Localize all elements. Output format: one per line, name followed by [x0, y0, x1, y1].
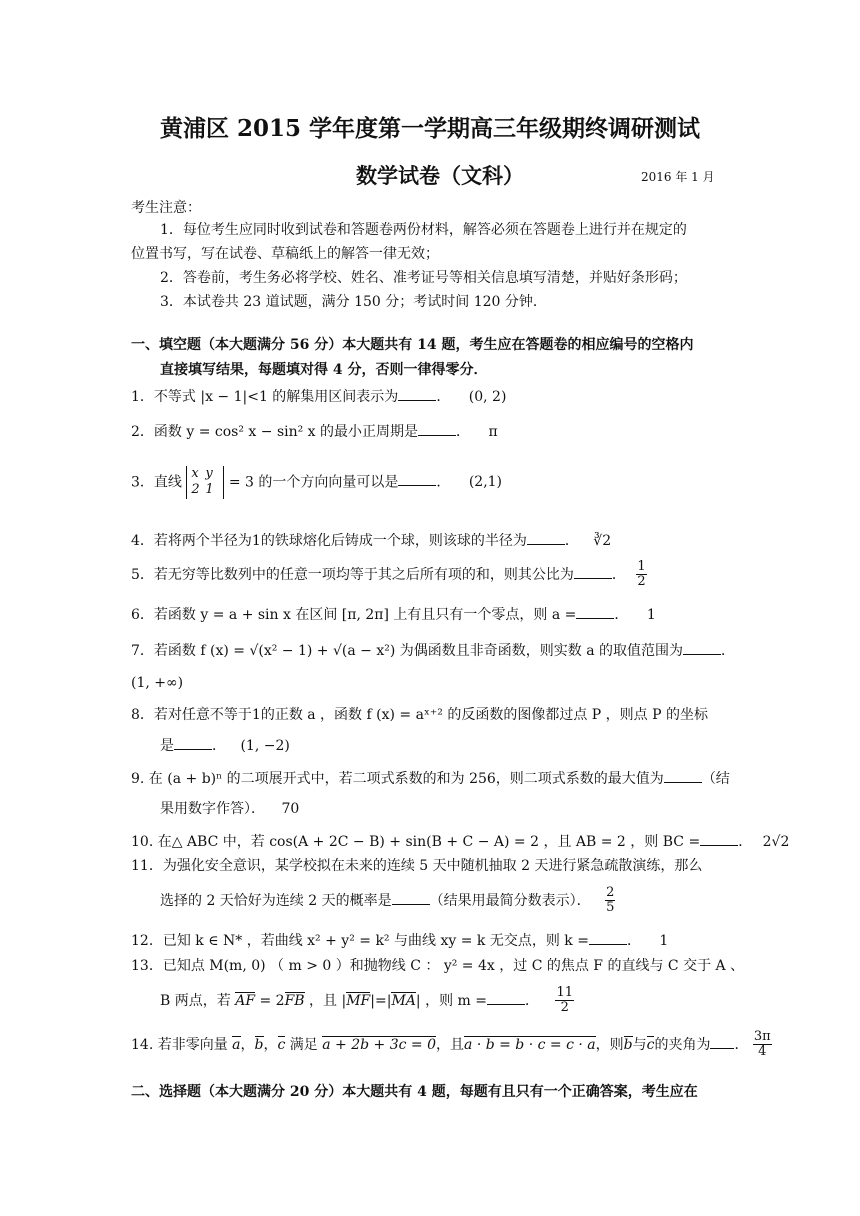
question-2-answer: π — [488, 424, 498, 440]
question-14-text-3: ，且 — [436, 1036, 465, 1053]
question-6 — [131, 606, 656, 625]
question-8-text-2: 是 — [160, 738, 174, 754]
fraction-denominator: 2 — [560, 1000, 569, 1016]
section2-heading: 二、选择题（本大题满分 20 分）本大题共有 4 题，每题有且只有一个正确答案，考生应在 — [131, 1084, 698, 1100]
vector-b: b — [623, 1036, 633, 1053]
question-11-answer — [605, 886, 615, 916]
question-3-text-2: = 3 的一个方向向量可以是 — [228, 474, 399, 491]
question-1-text: 1．不等式 |x − 1|<1 的解集用区间表示为 — [131, 389, 399, 405]
notice-heading: 考生注意： — [131, 200, 201, 216]
answer-blank — [576, 606, 614, 619]
answer-blank — [487, 992, 525, 1005]
question-14-answer — [753, 1030, 772, 1060]
answer-blank — [700, 833, 738, 846]
question-8-end: ． — [212, 738, 226, 754]
question-4-end: ． — [564, 533, 579, 549]
question-11: 11．为强化安全意识，某学校拟在未来的连续 5 天中随机抽取 2 天进行紧急疏散演练，那么 — [131, 858, 703, 874]
answer-blank — [527, 532, 565, 545]
question-8-cont — [160, 737, 290, 756]
det-entry: 1 — [205, 482, 214, 498]
question-8: 8．若对任意不等于1的正数 a ，函数 f (x) = aˣ⁺² 的反函数的图像都过点 P ，则点 P 的坐标 — [131, 707, 708, 723]
notice-item-1-cont: 位置书写，写在试卷、草稿纸上的解答一律无效； — [131, 246, 439, 262]
det-entry: y — [205, 466, 213, 481]
question-7-end: ． — [721, 643, 735, 659]
fraction-numerator: 11 — [556, 985, 573, 1000]
fraction-numerator: 1 — [637, 559, 646, 574]
section1-heading: 一、填空题（本大题满分 56 分）本大题共有 14 题，考生应在答题卷的相应编号的空格内 — [131, 337, 694, 353]
question-3-end: ． — [436, 474, 451, 491]
answer-blank — [392, 892, 430, 905]
question-11-cont — [160, 886, 615, 916]
question-2-end: ． — [456, 424, 471, 440]
vector-a: a — [232, 1036, 241, 1053]
question-13: 13．已知点 M(m, 0) （ m > 0 ）和抛物线 C ： y² = 4x ，过 C 的焦点 F 的直线与 C 交于 A 、 — [131, 958, 745, 974]
fraction-denominator: 5 — [606, 900, 615, 916]
question-13-end: ． — [524, 992, 539, 1009]
question-14 — [131, 1030, 772, 1060]
det-entry: 2 — [191, 482, 200, 498]
answer-blank — [683, 642, 721, 655]
question-14-text: 14. 若非零向量 — [131, 1036, 228, 1053]
question-9 — [131, 770, 730, 789]
separator: ， — [263, 1036, 278, 1053]
question-3-text: 3．直线 — [131, 474, 182, 491]
question-10-text: 10. 在△ ABC 中，若 cos(A + 2C − B) + sin(B + C − A) = 2 ，且 AB = 2 ，则 BC = — [131, 834, 701, 850]
section1-heading-cont: 直接填写结果，每题填对得 4 分，否则一律得零分． — [160, 362, 488, 378]
question-13-text-4: ，且 | — [309, 992, 347, 1009]
question-9-text: 9. 在 (a + b)ⁿ 的二项展开式中，若二项式系数的和为 256，则二项式系数的最大值为 — [131, 771, 664, 787]
question-13-text-3: = 2 — [259, 992, 285, 1009]
det-entry: x — [191, 466, 199, 481]
fraction-numerator: 3π — [753, 1029, 771, 1044]
notice-item-2: 2．答卷前，考生务必将学校、姓名、准考证号等相关信息填写清楚，并贴好条形码； — [160, 270, 687, 286]
answer-blank — [710, 1036, 734, 1049]
question-2-text: 2．函数 y = cos² x − sin² x 的最小正周期是 — [131, 424, 419, 440]
question-2 — [131, 423, 498, 442]
question-6-text: 6．若函数 y = a + sin x 在区间 [π, 2π] 上有且只有一个零点，则 a = — [131, 607, 577, 623]
answer-blank — [574, 566, 612, 579]
question-14-text-4: ，则 — [595, 1036, 624, 1053]
question-12-text: 12．已知 k ∈ N* ，若曲线 x² + y² = k² 与曲线 xy = k 无交点，则 k = — [131, 933, 589, 949]
question-14-end: ． — [734, 1036, 749, 1053]
question-14-text-2: 满足 — [289, 1036, 318, 1053]
question-7-text: 7．若函数 f (x) = √(x² − 1) + √(a − x²) 为偶函数且非奇函数，则实数 a 的取值范围为 — [131, 643, 683, 659]
question-4-text: 4．若将两个半径为1的铁球熔化后铸成一个球，则该球的半径为 — [131, 533, 527, 549]
question-9-cont — [160, 801, 299, 819]
question-1 — [131, 388, 506, 407]
question-13-text-2: B 两点，若 — [160, 992, 231, 1009]
exam-date: 2016 年 1 月 — [641, 170, 715, 184]
vector-ma: MA — [391, 992, 416, 1009]
vector-b: b — [254, 1036, 264, 1053]
question-5-text: 5．若无穷等比数列中的任意一项均等于其之后所有项的和，则其公比为 — [131, 566, 574, 583]
vector-c: c — [277, 1036, 286, 1053]
dot-product-equation: a · b = b · c = c · a — [464, 1036, 596, 1053]
question-13-answer — [555, 986, 574, 1016]
vector-af: AF — [235, 992, 256, 1009]
question-9-answer: 70 — [281, 801, 300, 817]
exam-subtitle: 数学试卷（文科） — [356, 163, 524, 188]
question-10-end: ． — [738, 834, 753, 850]
question-5-end: ． — [611, 566, 626, 583]
fraction-denominator: 4 — [758, 1044, 767, 1060]
answer-blank — [664, 770, 702, 783]
vector-equation: a + 2b + 3c = 0 — [322, 1036, 437, 1053]
separator: ， — [240, 1036, 255, 1053]
question-7 — [131, 642, 735, 661]
question-12-answer: 1 — [659, 933, 669, 949]
question-4-answer: ∛2 — [593, 533, 612, 549]
fraction-numerator: 2 — [606, 885, 615, 900]
question-14-text-5: 与 — [632, 1036, 647, 1053]
answer-blank — [398, 388, 436, 401]
question-5 — [131, 560, 647, 590]
question-14-text-6: 的夹角为 — [654, 1036, 711, 1053]
notice-item-1: 1．每位考生应同时收到试卷和答题卷两份材料，解答必须在答题卷上进行并在规定的 — [160, 222, 687, 238]
notice-item-3: 3．本试卷共 23 道试题，满分 150 分；考试时间 120 分钟． — [160, 294, 547, 310]
question-1-end: ． — [436, 389, 451, 405]
question-3 — [131, 466, 502, 499]
question-9-text-3: 果用数字作答）． — [160, 801, 265, 817]
question-7-answer: (1, +∞) — [131, 675, 184, 691]
fraction-denominator: 2 — [637, 574, 646, 590]
determinant — [186, 466, 224, 499]
exam-title: 黄浦区 2015 学年度第一学期高三年级期终调研测试 — [159, 115, 701, 142]
question-12 — [131, 932, 668, 951]
question-6-end: ． — [614, 607, 629, 623]
question-3-answer: (2,1) — [468, 474, 503, 491]
question-1-answer: (0, 2) — [468, 389, 507, 405]
question-4 — [131, 532, 611, 551]
question-6-answer: 1 — [646, 607, 656, 623]
vector-fb: FB — [284, 992, 305, 1009]
answer-blank — [398, 473, 436, 486]
question-11-text-3: （结果用最简分数表示）． — [429, 892, 591, 909]
answer-blank — [589, 932, 627, 945]
question-11-text-2: 选择的 2 天恰好为连续 2 天的概率是 — [160, 892, 392, 909]
question-13-text-5: |=| — [370, 992, 392, 1009]
answer-blank — [418, 423, 456, 436]
question-13-cont — [160, 986, 574, 1016]
vector-c: c — [646, 1036, 655, 1053]
question-10 — [131, 833, 789, 852]
question-8-answer: (1, −2) — [240, 738, 290, 754]
question-9-text-2: （结 — [701, 771, 730, 787]
question-13-text-6: | ，则 m = — [415, 992, 487, 1009]
question-10-answer: 2√2 — [762, 834, 790, 850]
question-5-answer — [636, 560, 646, 590]
answer-blank — [174, 737, 212, 750]
vector-mf: MF — [346, 992, 371, 1009]
question-12-end: ． — [626, 933, 641, 949]
